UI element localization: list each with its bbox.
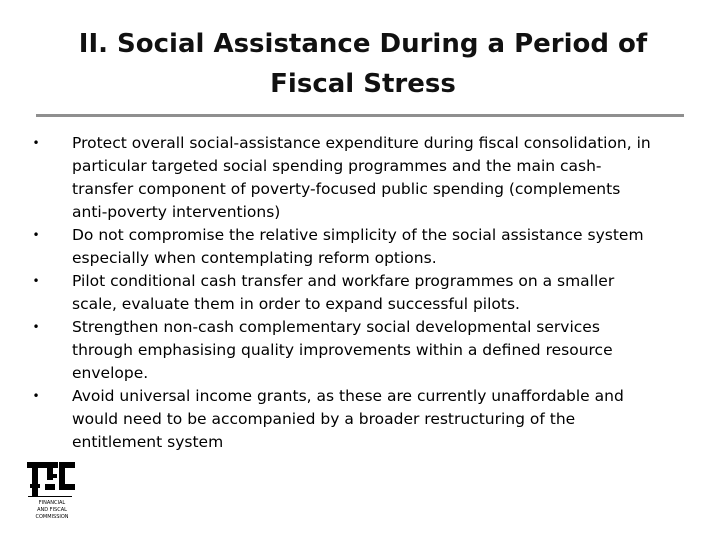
bullet-line: Protect overall social-assistance expenditure during fiscal consolidation, in: [72, 134, 651, 152]
bullet-line: Avoid universal income grants, as these are currently unaffordable and: [72, 387, 624, 405]
bullet-icon: •: [32, 389, 40, 403]
bullet-line: Strengthen non-cash complementary social developmental services: [72, 318, 600, 336]
svg-text:AND FISCAL: AND FISCAL: [37, 507, 67, 513]
bullet-line: Do not compromise the relative simplicity of the social assistance system: [72, 226, 644, 244]
bullet-item: [30, 224, 692, 270]
bullet-line: scale, evaluate them in order to expand successful pilots.: [72, 295, 520, 313]
title-line-2: Fiscal Stress: [270, 69, 456, 99]
slide-title: [40, 24, 686, 104]
bullet-icon: •: [32, 136, 40, 150]
bullet-icon: •: [32, 228, 40, 242]
bullet-icon: •: [32, 274, 40, 288]
bullet-line: would need to be accompanied by a broader restructuring of the: [72, 410, 576, 428]
bullet-line: through emphasising quality improvements within a defined resource: [72, 341, 613, 359]
bullet-line: envelope.: [72, 364, 149, 382]
bullet-list: [30, 132, 692, 454]
bullet-item: [30, 316, 692, 385]
bullet-line: particular targeted social spending programmes and the main cash-: [72, 157, 602, 175]
bullet-line: entitlement system: [72, 433, 224, 451]
bullet-line: transfer component of poverty-focused public spending (complements: [72, 180, 621, 198]
ffc-logo-graphic: [26, 460, 78, 522]
bullet-line: especially when contemplating reform options.: [72, 249, 437, 267]
bullet-item: [30, 385, 692, 454]
bullet-line: Pilot conditional cash transfer and workfare programmes on a smaller: [72, 272, 615, 290]
bullet-item: [30, 132, 692, 224]
title-line-1: II. Social Assistance During a Period of: [78, 29, 648, 59]
ffc-logo-icon: [26, 460, 78, 522]
svg-text:FINANCIAL: FINANCIAL: [38, 500, 66, 506]
bullet-icon: •: [32, 320, 40, 334]
bullet-item: [30, 270, 692, 316]
bullet-line: anti-poverty interventions): [72, 203, 281, 221]
title-divider: [36, 114, 684, 117]
svg-text:COMMISSION: COMMISSION: [35, 514, 69, 520]
